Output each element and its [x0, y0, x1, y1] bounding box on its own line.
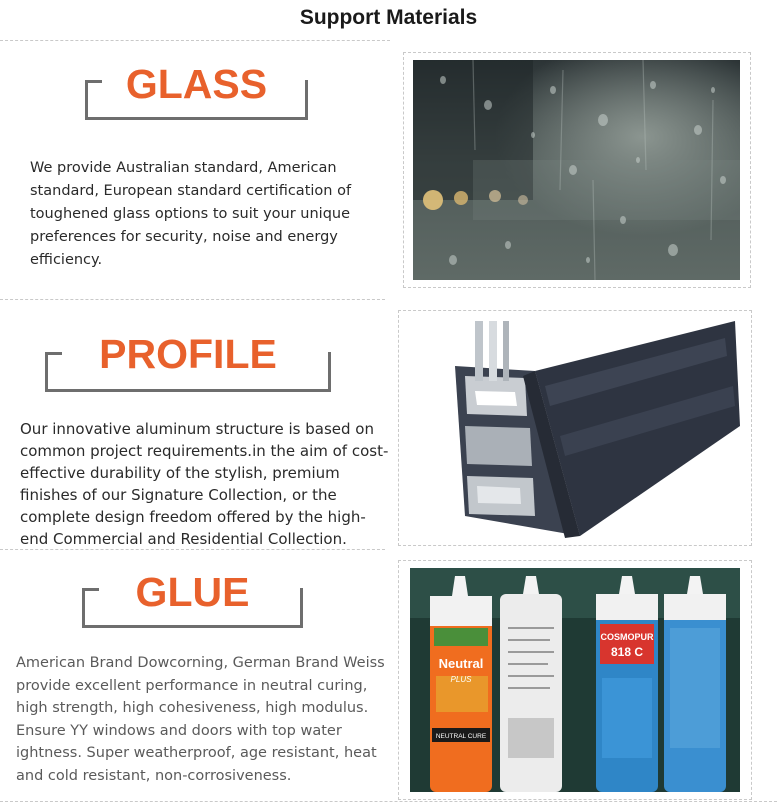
rain-on-glass-photo — [413, 60, 740, 280]
section-heading: PROFILE — [99, 331, 277, 377]
page-title: Support Materials — [299, 6, 478, 29]
section-description: We provide Australian standard, American standard, European standard certification of toughened glass options to suit your unique preferences for security, noise and energy efficiency. — [30, 160, 352, 268]
aluminum-profile-photo — [405, 316, 745, 540]
section-description: American Brand Dowcorning, German Brand Weiss provide excellent performance in neutral curing, high strength, high cohesiveness, high modulus. Ensure YY windows and doors with top water ightness. Super weatherproof, age resistant, heat and cold resistant, non-corrosiveness. — [16, 655, 385, 784]
section-divider — [0, 549, 385, 550]
product-label: NEUTRAL CURE — [435, 733, 487, 740]
product-label: Neutral — [438, 656, 484, 671]
section-description: Our innovative aluminum structure is based on common project requirements.in the aim of cost-effective durability of the stylish, premium finishes of our Signature Collection, or the complete design freedom offered by the high-end Commercial and Residential Collection. — [20, 420, 389, 548]
section-heading: GLASS — [125, 61, 268, 107]
product-label: COSMOPUR — [600, 632, 654, 642]
section-divider — [0, 299, 385, 300]
section-divider — [0, 801, 777, 802]
product-label: 818 C — [610, 645, 644, 659]
section-heading: GLUE — [135, 569, 250, 615]
title-divider — [0, 40, 390, 41]
product-label: PLUS — [450, 675, 472, 684]
sealant-tubes-photo — [410, 568, 740, 792]
